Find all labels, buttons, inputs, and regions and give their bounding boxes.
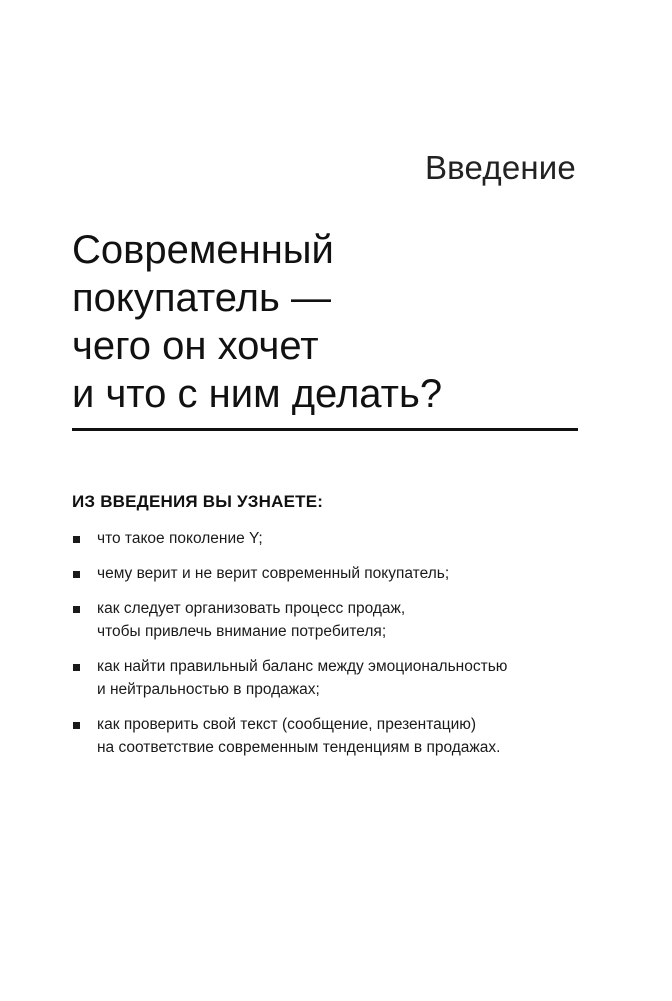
list-item (72, 713, 612, 759)
list-item-text (97, 713, 612, 759)
list-item-line: чтобы привлечь внимание потребителя; (97, 623, 387, 640)
list-item-line: что такое поколение Y; (97, 530, 263, 547)
section-label: Введение (424, 149, 576, 186)
list-item-text (97, 562, 612, 585)
list-item (72, 597, 612, 643)
list-item-line: и нейтральностью в продажах; (97, 681, 320, 698)
title-divider (72, 428, 578, 431)
list-item (72, 562, 612, 585)
square-bullet-icon (73, 536, 80, 543)
list-item-text (97, 597, 612, 643)
square-bullet-icon (73, 571, 80, 578)
list-item-line: на соответствие современным тенденциям в продажах. (97, 739, 501, 756)
list-item-text (97, 527, 612, 550)
list-item-line: как проверить свой текст (сообщение, презентацию) (97, 716, 477, 733)
square-bullet-icon (73, 722, 80, 729)
list-item-text (97, 655, 612, 701)
list-item (72, 527, 612, 550)
learn-list (72, 527, 612, 771)
list-item-line: как следует организовать процесс продаж, (97, 600, 406, 617)
learn-heading: ИЗ ВВЕДЕНИЯ ВЫ УЗНАЕТЕ: (72, 492, 324, 511)
chapter-title-line: Современный (72, 228, 334, 272)
chapter-title-line: чего он хочет (72, 324, 319, 368)
square-bullet-icon (73, 664, 80, 671)
list-item-line: как найти правильный баланс между эмоциональностью (97, 658, 508, 675)
chapter-title-line: и что с ним делать? (72, 372, 443, 416)
square-bullet-icon (73, 606, 80, 613)
list-item-line: чему верит и не верит современный покупатель; (97, 565, 450, 582)
chapter-title (72, 226, 592, 418)
chapter-title-line: покупатель — (72, 276, 331, 320)
list-item (72, 655, 612, 701)
